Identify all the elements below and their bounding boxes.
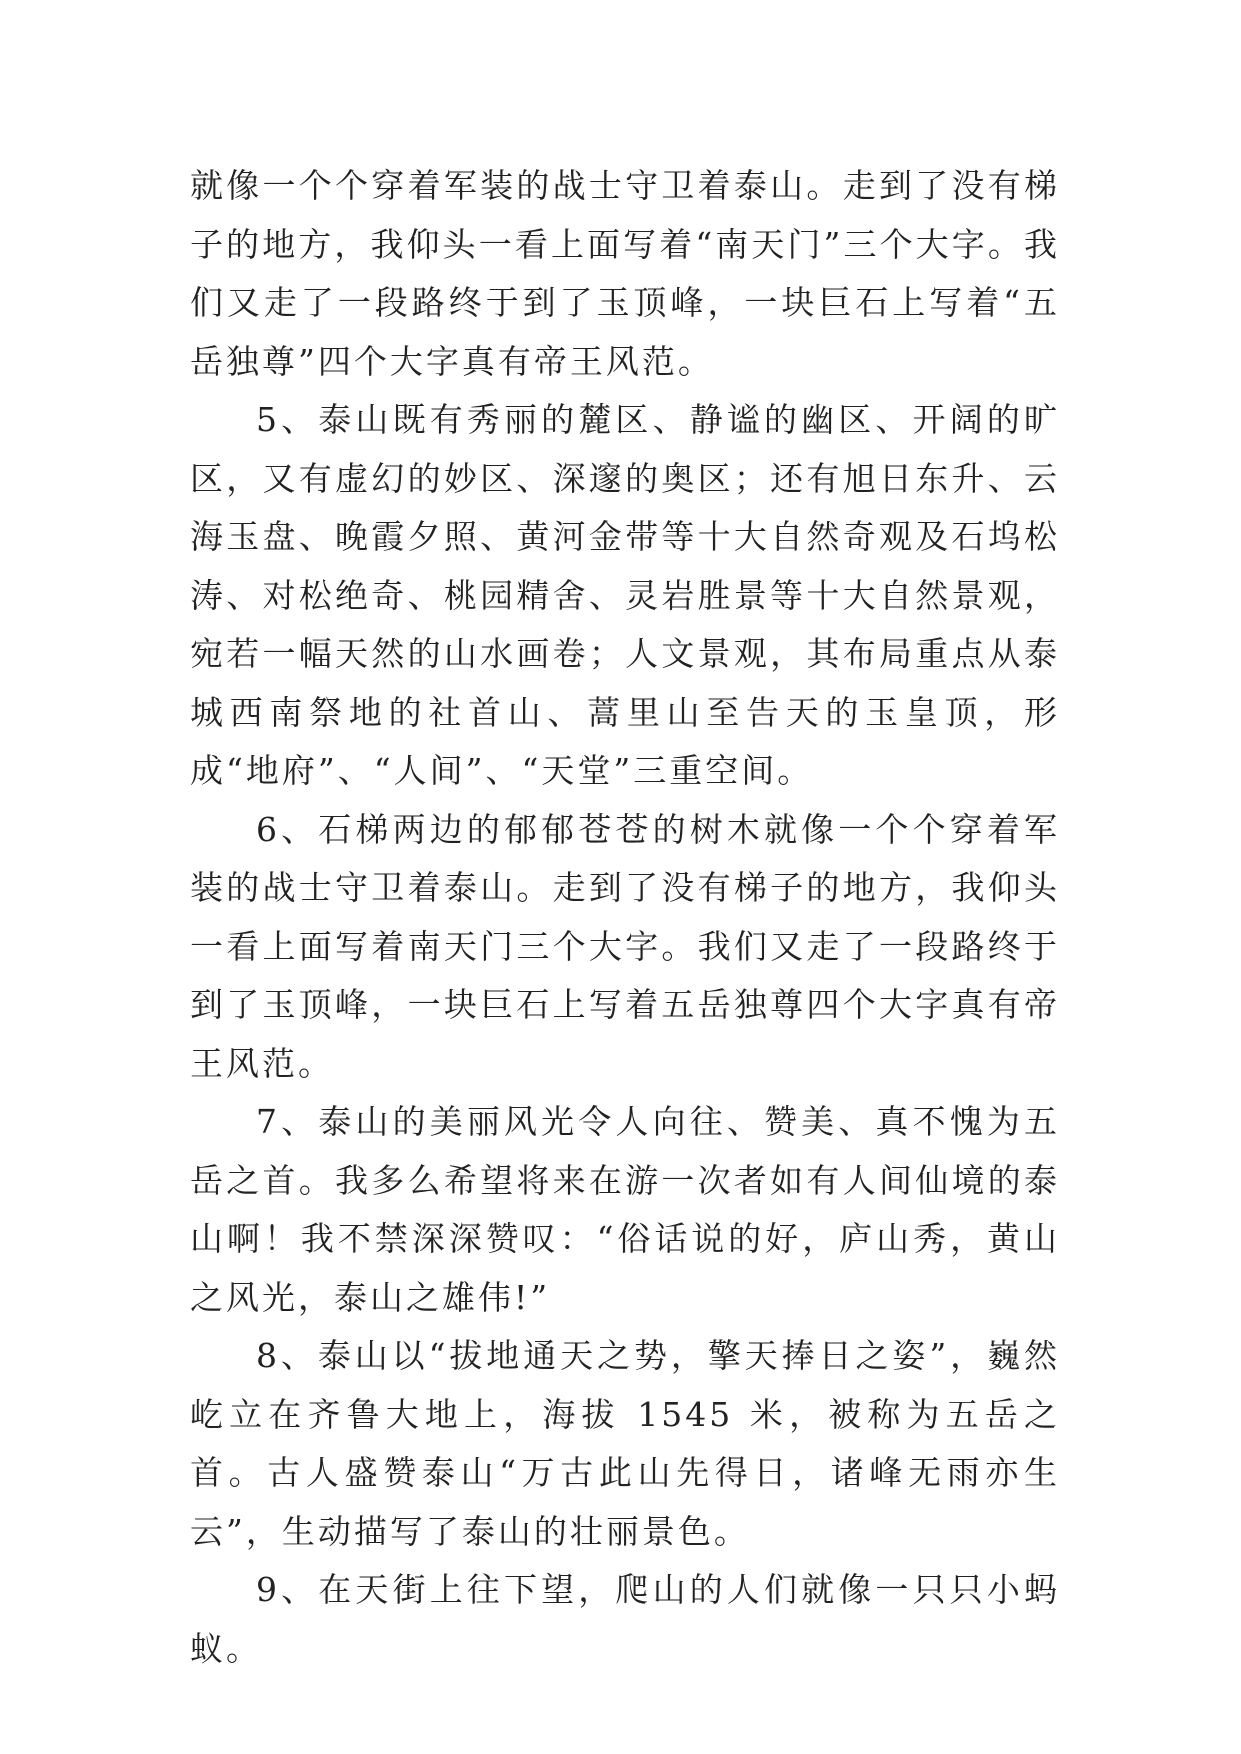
paragraph-5: 5、泰山既有秀丽的麓区、静谧的幽区、开阔的旷区，又有虚幻的妙区、深邃的奥区；还有旭日东升、云海玉盘、晚霞夕照、黄河金带等十大自然奇观及石坞松涛、对松绝奇、桃园精舍、灵岩胜景等十大自然景观，宛若一幅天然的山水画卷；人文景观，其布局重点从泰城西南祭地的社首山、蒿里山至告天的玉皇顶，形成“地府”、“人间”、“天堂”三重空间。 xyxy=(190,400,1060,790)
paragraph-8: 8、泰山以“拔地通天之势，擎天捧日之姿”，巍然屹立在齐鲁大地上，海拔 1545 米，被称为五岳之首。古人盛赞泰山“万古此山先得日，诸峰无雨亦生云”，生动描写了泰山的壮丽景色。 xyxy=(190,1336,1060,1551)
paragraph-7: 7、泰山的美丽风光令人向往、赞美、真不愧为五岳之首。我多么希望将来在游一次者如有人间仙境的泰山啊！我不禁深深赞叹：“俗话说的好，庐山秀，黄山之风光，泰山之雄伟!” xyxy=(190,1102,1060,1317)
paragraph-9: 9、在天街上往下望，爬山的人们就像一只只小蚂蚁。 xyxy=(190,1570,1060,1668)
paragraph-6: 6、石梯两边的郁郁苍苍的树木就像一个个穿着军装的战士守卫着泰山。走到了没有梯子的地方，我仰头一看上面写着南天门三个大字。我们又走了一段路终于到了玉顶峰，一块巨石上写着五岳独尊四个大字真有帝王风范。 xyxy=(190,809,1060,1083)
document-body xyxy=(190,157,1060,1678)
paragraph-continuation: 就像一个个穿着军装的战士守卫着泰山。走到了没有梯子的地方，我仰头一看上面写着“南天门”三个大字。我们又走了一段路终于到了玉顶峰，一块巨石上写着“五岳独尊”四个大字真有帝王风范。 xyxy=(190,166,1060,381)
